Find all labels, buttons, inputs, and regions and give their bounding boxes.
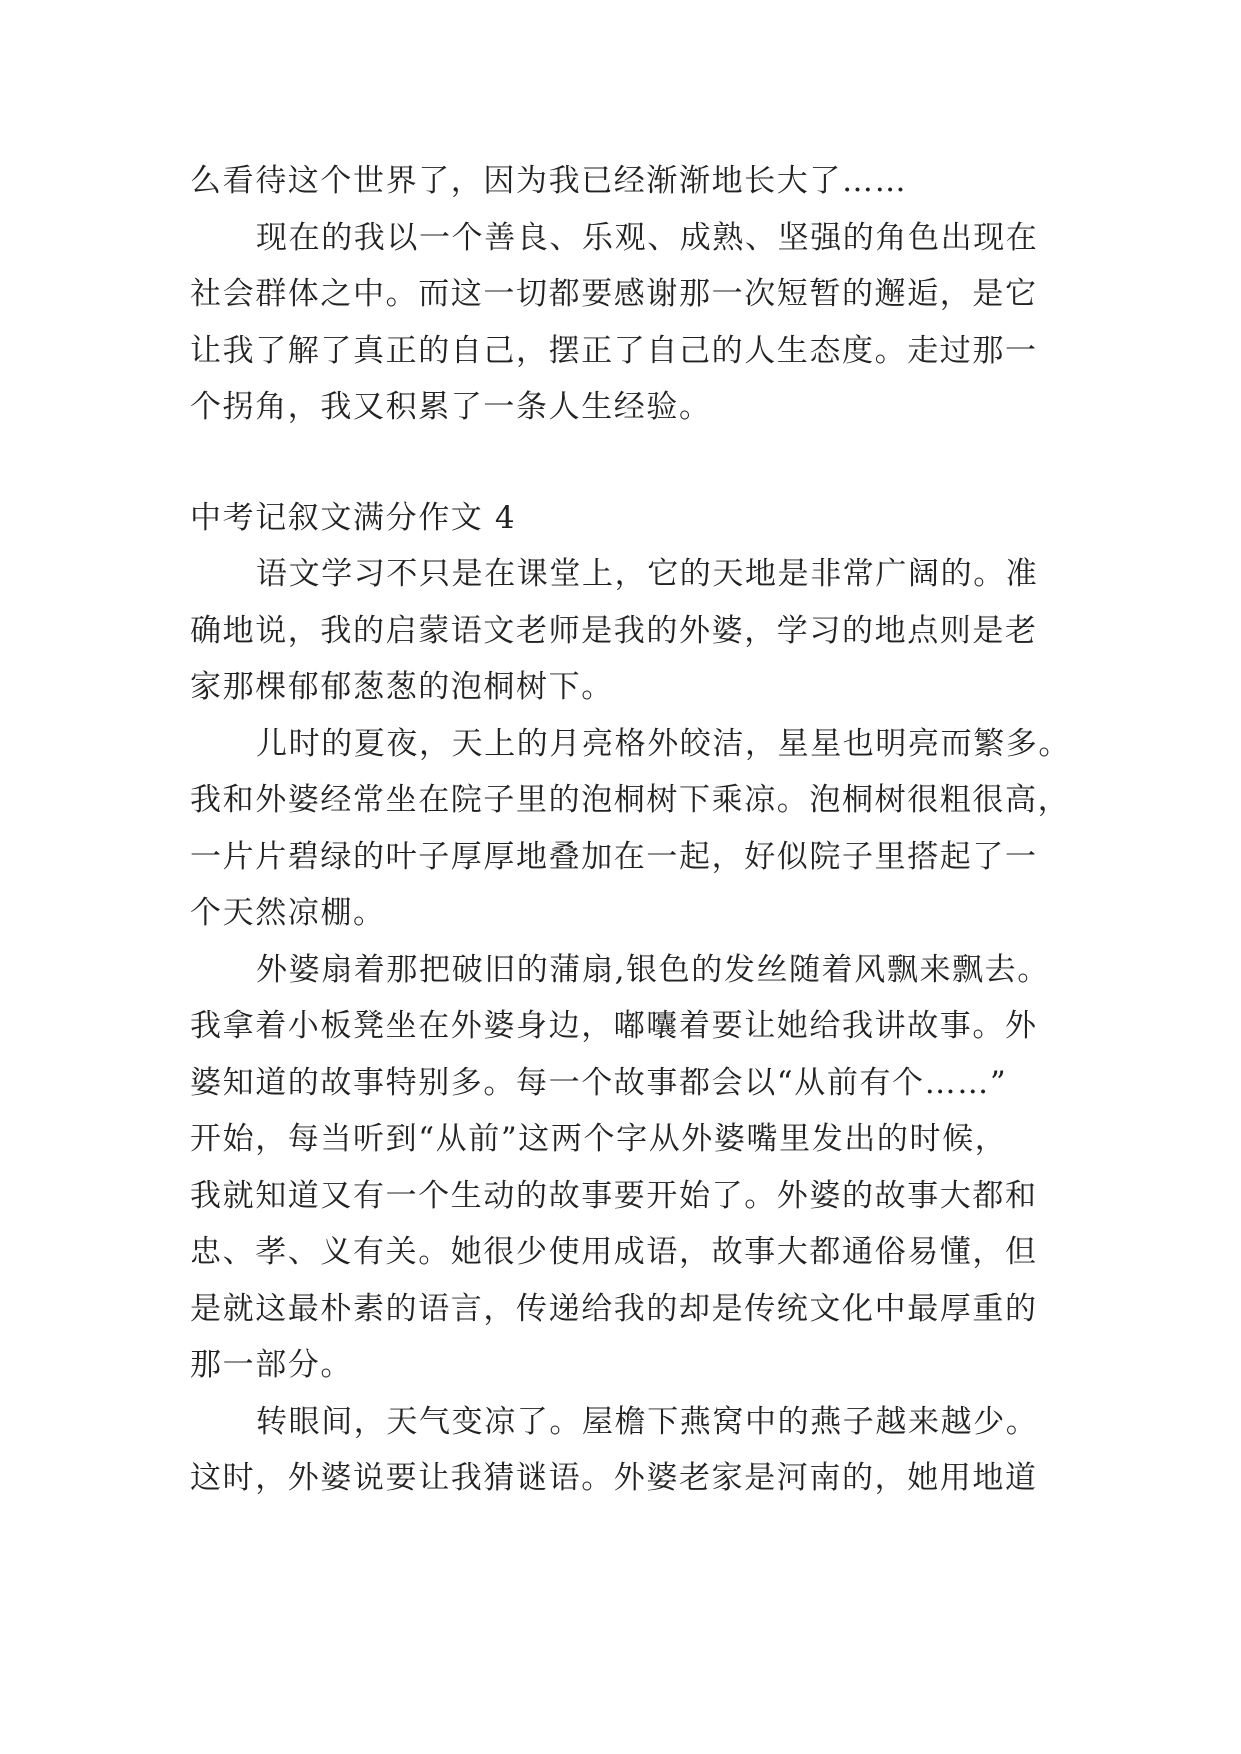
text-line: 么看待这个世界了，因为我已经渐渐地长大了…… [190,163,908,199]
text-line: 开始，每当听到“从前”这两个字从外婆嘴里发出的时候， [190,1121,1008,1157]
text-line: 现在的我以一个善良、乐观、成熟、坚强的角色出现在 [256,219,1039,256]
paragraph [190,1394,1050,1507]
text-line: 我拿着小板凳坐在外婆身边，嘟囔着要让她给我讲故事。外 [190,1008,1038,1044]
paragraph [190,546,1050,716]
heading-text: 中考记叙文满分作文 4 [190,499,517,536]
text-line: 个拐角，我又积累了一条人生经验。 [190,389,712,425]
paragraph [190,716,1071,942]
document-body [190,153,1071,1507]
text-line: 让我了解了真正的自己，摆正了自己的人生态度。走过那一 [190,332,1038,369]
paragraph [190,210,1050,436]
text-line: 个天然凉棚。 [190,895,386,931]
paragraph [190,942,1050,1394]
text-line: 外婆扇着那把破旧的蒲扇,银色的发丝随着风飘来飘去。 [256,951,1050,988]
text-line: 婆知道的故事特别多。每一个故事都会以“从前有个……” [190,1064,1008,1101]
section-heading [190,490,1050,547]
text-line: 社会群体之中。而这一切都要感谢那一次短暂的邂逅，是它 [190,276,1038,312]
text-line: 这时，外婆说要让我猜谜语。外婆老家是河南的，她用地道 [190,1460,1038,1496]
text-line: 忠、孝、义有关。她很少使用成语，故事大都通俗易懂，但 [190,1234,1038,1270]
text-line: 转眼间，天气变凉了。屋檐下燕窝中的燕子越来越少。 [256,1403,1039,1440]
text-line: 是就这最朴素的语言，传递给我的却是传统文化中最厚重的 [190,1290,1038,1327]
text-line: 一片片碧绿的叶子厚厚地叠加在一起，好似院子里搭起了一 [190,838,1038,875]
text-line: 家那棵郁郁葱葱的泡桐树下。 [190,669,614,705]
text-line: 我和外婆经常坐在院子里的泡桐树下乘凉。泡桐树很粗很高， [190,782,1071,818]
text-line: 语文学习不只是在课堂上，它的天地是非常广阔的。准 [256,556,1039,592]
text-line: 儿时的夏夜，天上的月亮格外皎洁，星星也明亮而繁多。 [256,725,1071,762]
paragraph-gap [190,436,1050,490]
paragraph-continuation [190,153,1050,210]
text-line: 确地说，我的启蒙语文老师是我的外婆，学习的地点则是老 [190,612,1038,649]
text-line: 那一部分。 [190,1347,353,1383]
text-line: 我就知道又有一个生动的故事要开始了。外婆的故事大都和 [190,1177,1038,1214]
